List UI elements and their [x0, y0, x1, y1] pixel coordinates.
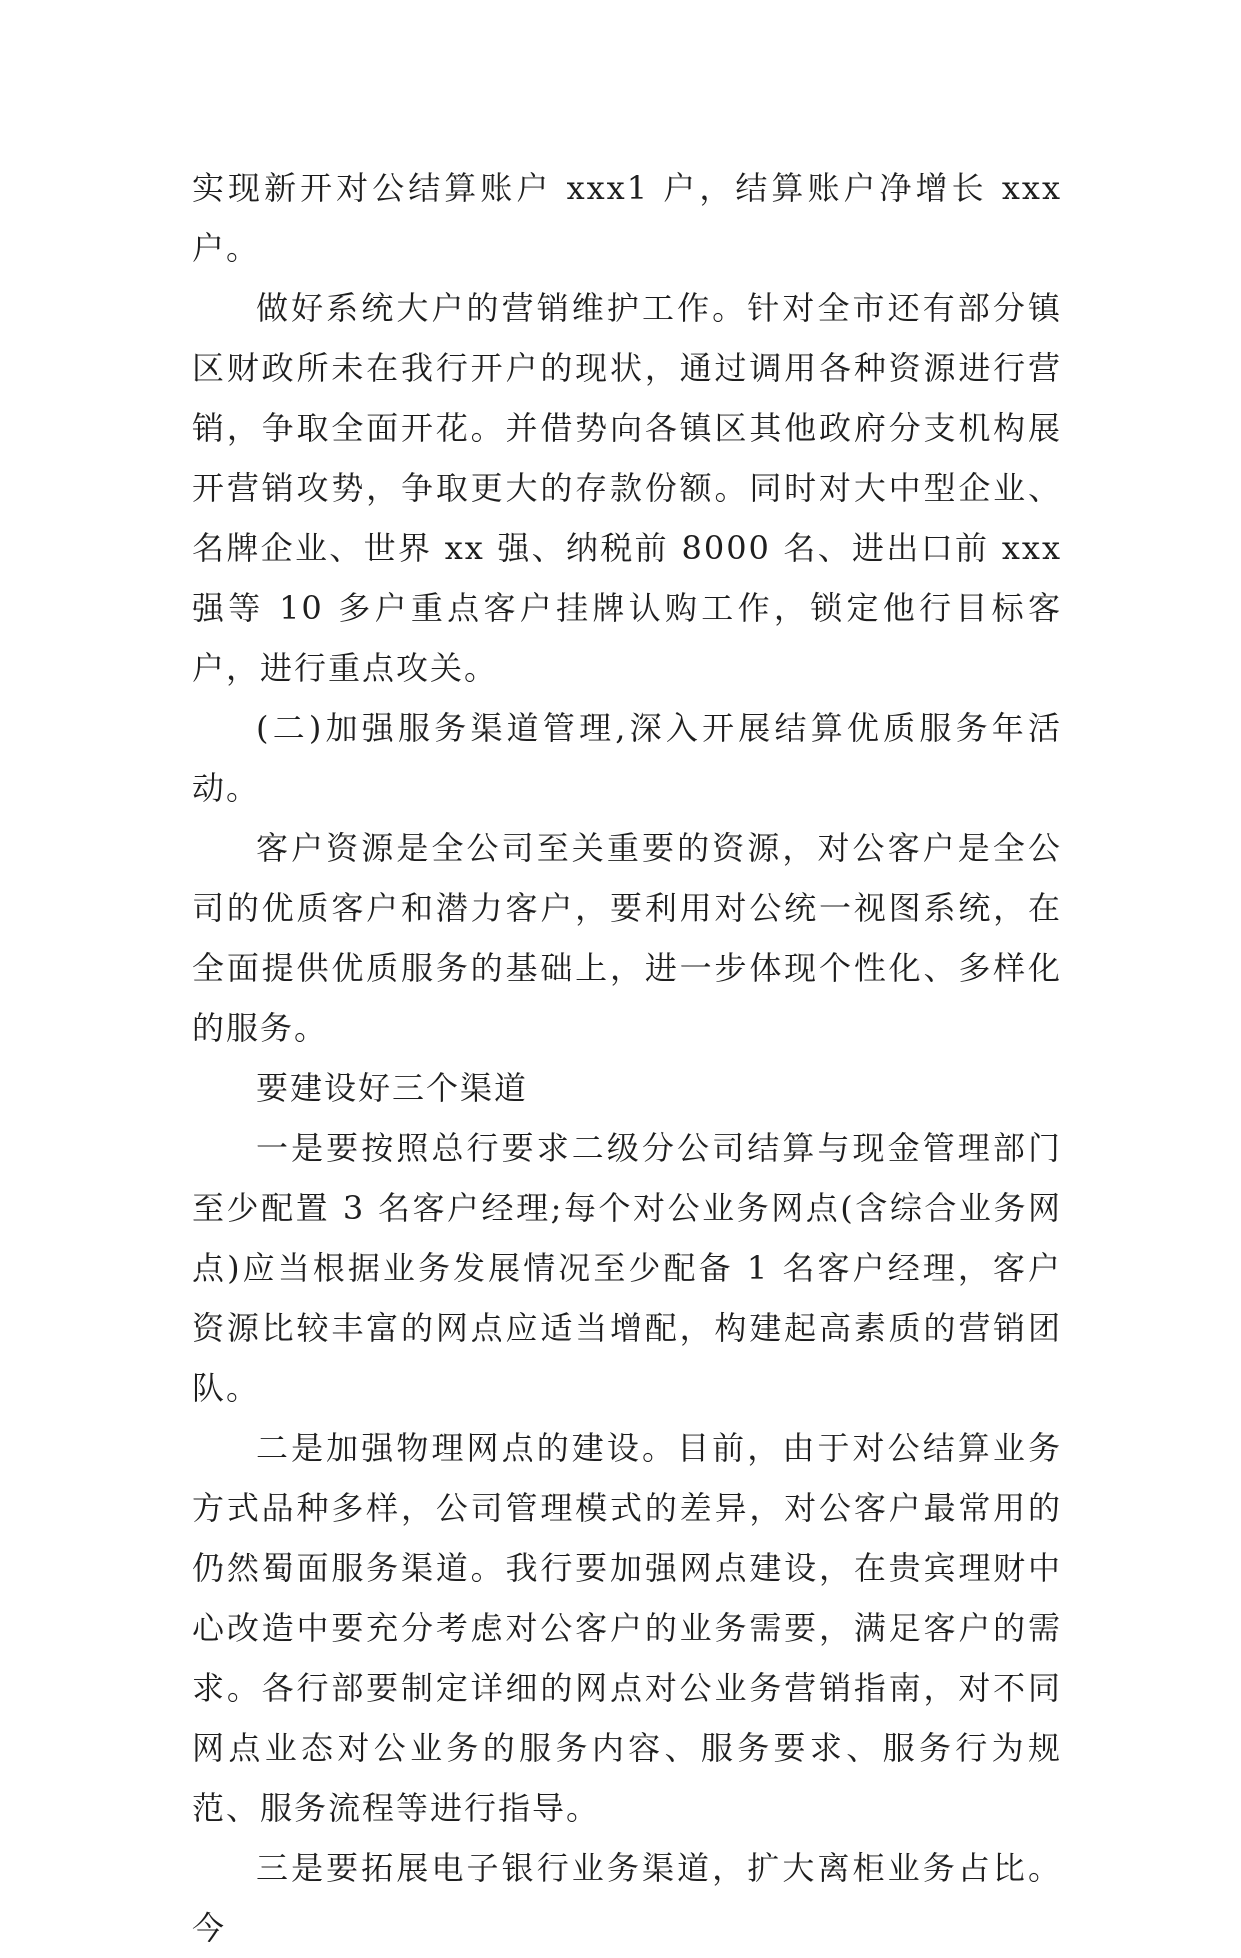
- document-body: [192, 158, 1062, 1958]
- section-heading: (二)加强服务渠道管理,深入开展结算优质服务年活动。: [192, 709, 1062, 807]
- paragraph: 二是加强物理网点的建设。目前，由于对公结算业务方式品种多样，公司管理模式的差异，对公客户最常用的仍然蜀面服务渠道。我行要加强网点建设，在贵宾理财中心改造中要充分考虑对公客户的业务需要，满足客户的需求。各行部要制定详细的网点对公业务营销指南，对不同网点业态对公业务的服务内容、服务要求、服务行为规范、服务流程等进行指导。: [192, 1429, 1062, 1827]
- paragraph: 一是要按照总行要求二级分公司结算与现金管理部门至少配置 3 名客户经理;每个对公业务网点(含综合业务网点)应当根据业务发展情况至少配备 1 名客户经理，客户资源比较丰富的网点应适当增配，构建起高素质的营销团队。: [192, 1129, 1062, 1407]
- paragraph: 三是要拓展电子银行业务渠道，扩大离柜业务占比。今: [192, 1849, 1062, 1947]
- paragraph: 客户资源是全公司至关重要的资源，对公客户是全公司的优质客户和潜力客户，要利用对公统一视图系统，在全面提供优质服务的基础上，进一步体现个性化、多样化的服务。: [192, 829, 1062, 1047]
- paragraph: 要建设好三个渠道: [256, 1069, 529, 1107]
- paragraph: 实现新开对公结算账户 xxx1 户，结算账户净增长 xxx 户。: [192, 169, 1062, 267]
- paragraph: 做好系统大户的营销维护工作。针对全市还有部分镇区财政所未在我行开户的现状，通过调用各种资源进行营销，争取全面开花。并借势向各镇区其他政府分支机构展开营销攻势，争取更大的存款份额。同时对大中型企业、名牌企业、世界 xx 强、纳税前 8000 名、进出口前 xxx 强等 10 多户重点客户挂牌认购工作，锁定他行目标客户，进行重点攻关。: [192, 289, 1062, 687]
